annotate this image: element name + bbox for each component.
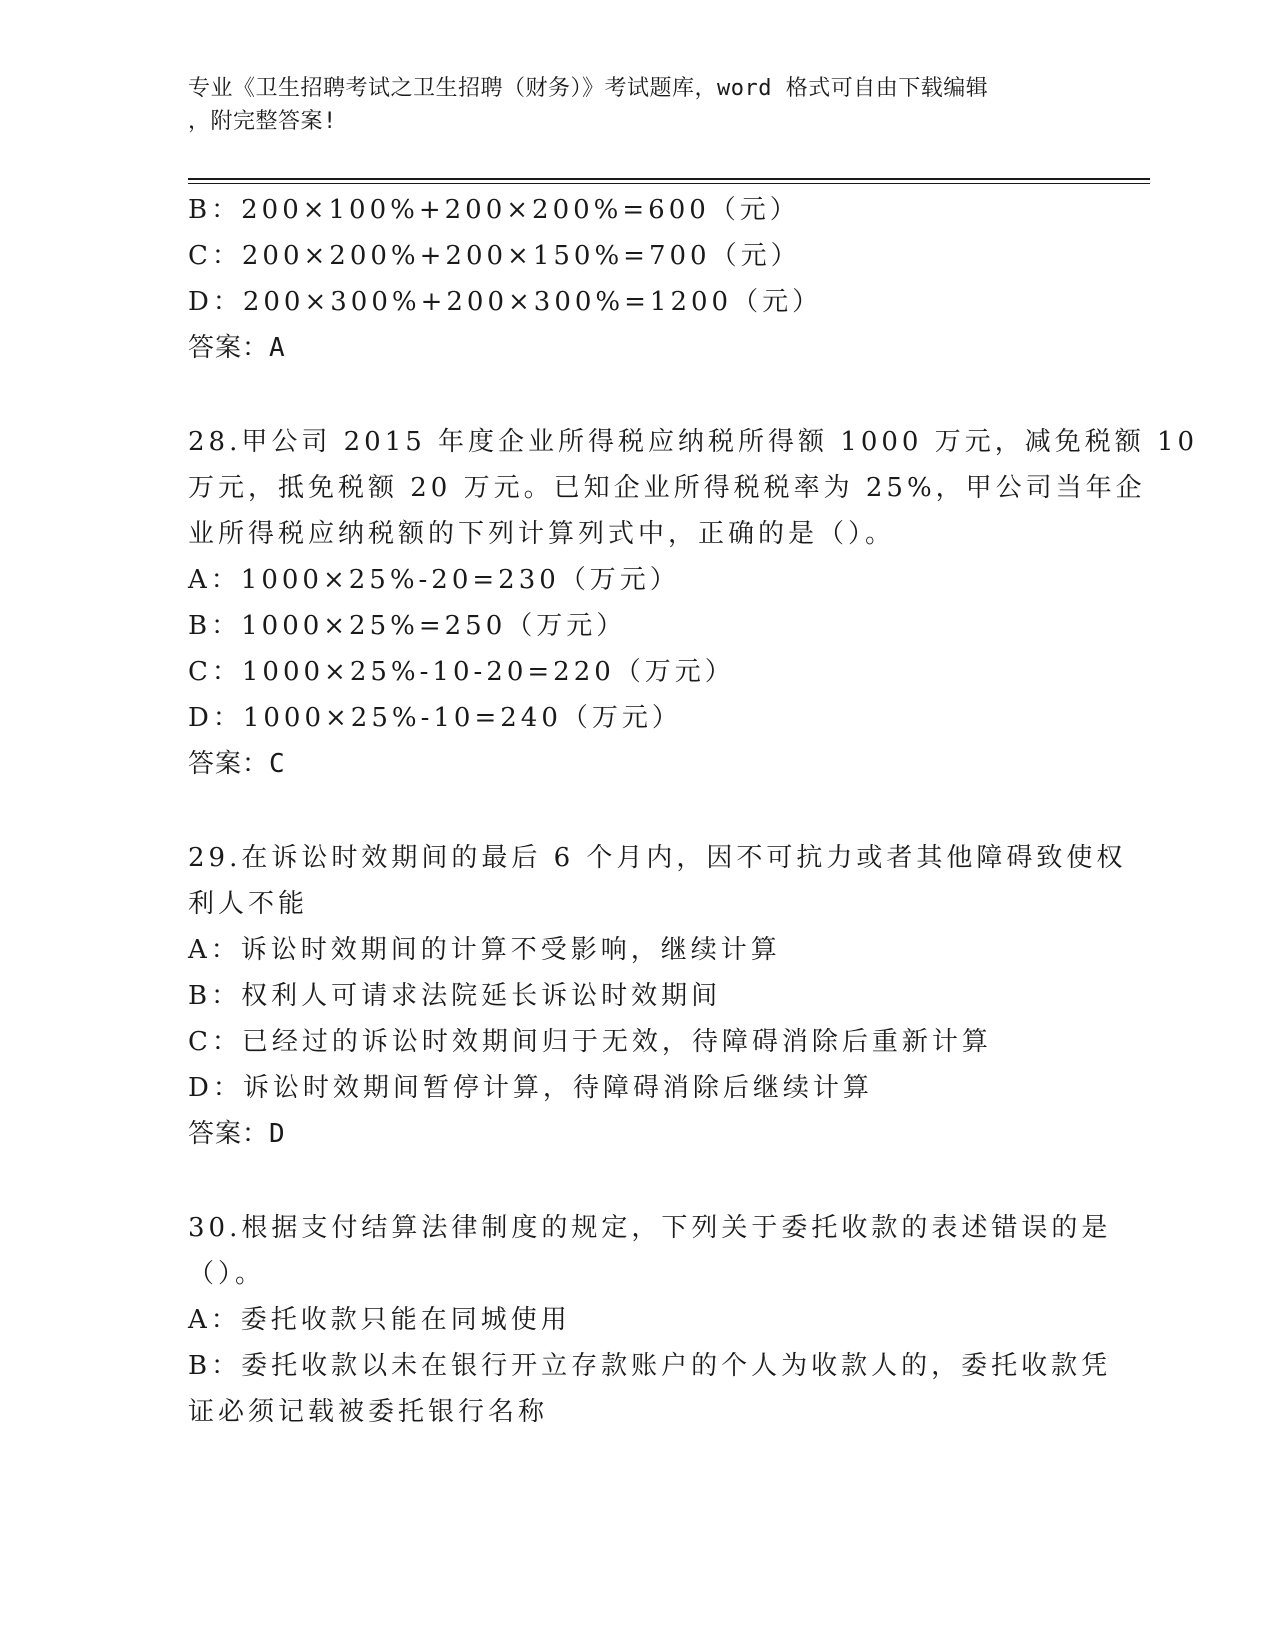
option-a: A：1000×25%-20=230（万元）	[188, 565, 680, 595]
option-c: C：已经过的诉讼时效期间归于无效，待障碍消除后重新计算	[188, 1027, 992, 1057]
option-b: B：权利人可请求法院延长诉讼时效期间	[188, 981, 722, 1011]
option-d: D：诉讼时效期间暂停计算，待障碍消除后继续计算	[188, 1073, 873, 1103]
question-stem-line: （）。	[188, 1259, 266, 1289]
answer-line: 答案：C	[188, 749, 286, 779]
header-rule-thick	[188, 178, 1150, 180]
option-b: B：委托收款以未在银行开立存款账户的个人为收款人的，委托收款凭	[188, 1351, 1112, 1381]
question-stem-line: 万元，抵免税额 20 万元。已知企业所得税税率为 25%，甲公司当年企	[188, 473, 1146, 503]
question-29	[188, 835, 1127, 1157]
answer-line: 答案：D	[188, 1119, 286, 1149]
option-d: D：1000×25%-10=240（万元）	[188, 703, 682, 733]
option-a: A：诉讼时效期间的计算不受影响，继续计算	[188, 935, 781, 965]
answer-line: 答案：A	[188, 333, 286, 363]
option-c: C：200×200%+200×150%=700（元）	[188, 241, 801, 271]
header-rule-thin	[188, 183, 1150, 184]
question-list	[188, 187, 1199, 1483]
question-stem-line: 利人不能	[188, 889, 309, 919]
option-b: B：1000×25%=250（万元）	[188, 611, 627, 641]
option-b: B：200×100%+200×200%=600（元）	[188, 195, 800, 225]
question-28	[188, 419, 1199, 787]
option-a: A：委托收款只能在同城使用	[188, 1305, 571, 1335]
question-27-tail	[188, 187, 1088, 371]
option-b-continued: 证必须记载被委托银行名称	[188, 1397, 549, 1427]
question-stem-line: 业所得税应纳税额的下列计算列式中，正确的是（）。	[188, 519, 896, 549]
document-header	[188, 72, 1068, 138]
question-stem-line: 29.在诉讼时效期间的最后 6 个月内，因不可抗力或者其他障碍致使权	[188, 843, 1127, 873]
question-stem-line: 30.根据支付结算法律制度的规定，下列关于委托收款的表述错误的是	[188, 1213, 1112, 1243]
option-d: D：200×300%+200×300%=1200（元）	[188, 287, 823, 317]
option-c: C：1000×25%-10-20=220（万元）	[188, 657, 735, 687]
header-line-2: ，附完整答案!	[188, 109, 337, 134]
header-line-1: 专业《卫生招聘考试之卫生招聘（财务）》考试题库，word 格式可自由下载编辑	[188, 76, 989, 101]
question-30	[188, 1205, 1112, 1435]
question-stem-line: 28.甲公司 2015 年度企业所得税应纳税所得额 1000 万元，减免税额 10	[188, 427, 1199, 457]
